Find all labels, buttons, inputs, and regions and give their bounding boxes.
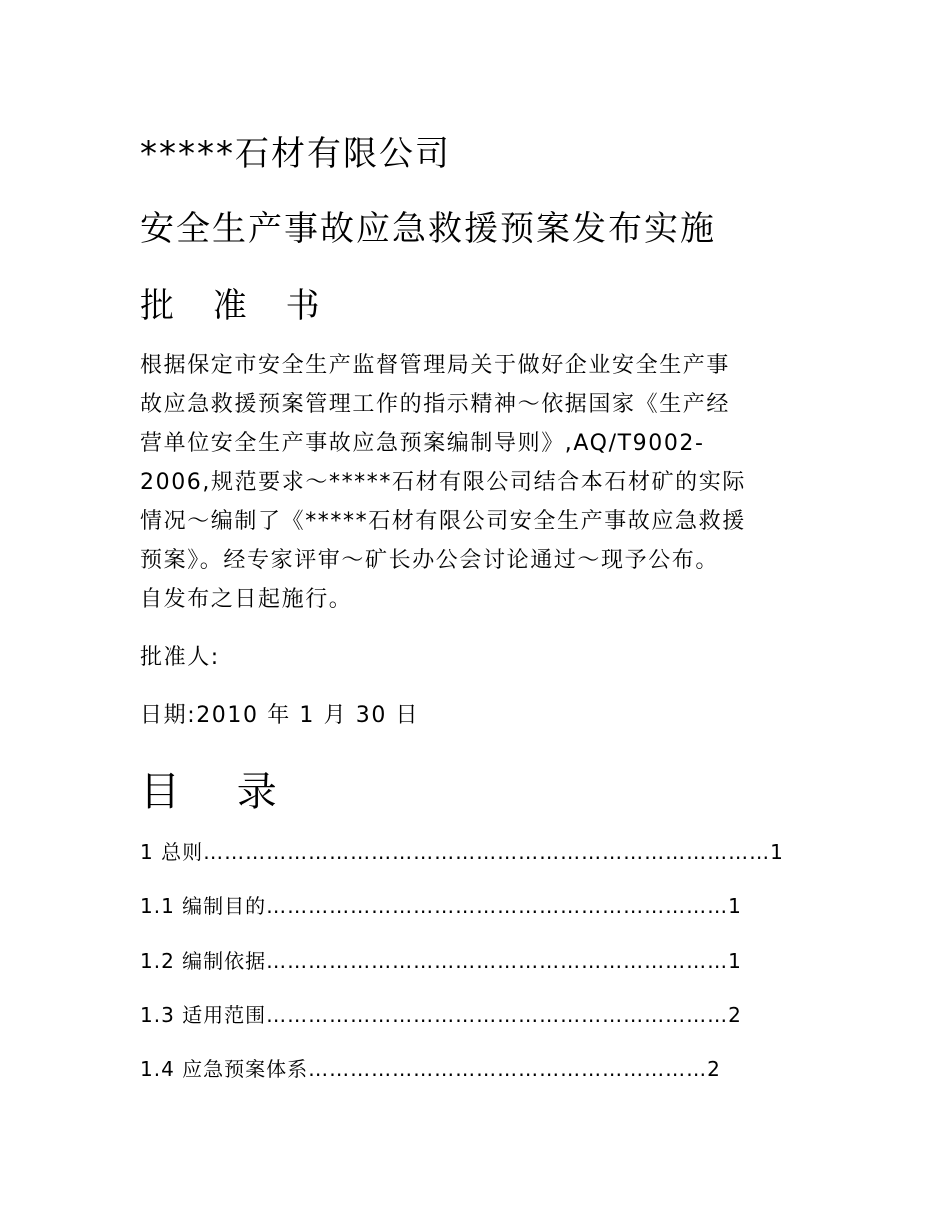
body-line: 根据保定市安全生产监督管理局关于做好企业安全生产事	[140, 353, 731, 378]
toc-item[interactable]: 1.1 编制目的…………………………………………………………1	[140, 894, 742, 918]
approver-label: 批准人:	[140, 645, 220, 670]
body-line: 情况～编制了《*****石材有限公司安全生产事故应急救援	[140, 509, 746, 534]
body-line: 2006,规范要求～*****石材有限公司结合本石材矿的实际	[140, 470, 746, 495]
document-title: 安全生产事故应急救援预案发布实施	[140, 209, 716, 249]
approval-heading: 批 准 书	[140, 286, 334, 326]
body-line: 故应急救援预案管理工作的指示精神～依据国家《生产经	[140, 392, 731, 417]
body-line: 营单位安全生产事故应急预案编制导则》,AQ/T9002-	[140, 431, 705, 456]
toc-title: 目 录	[140, 769, 299, 815]
body-line: 预案》。经专家评审～矿长办公会讨论通过～现予公布。	[140, 548, 720, 573]
toc-item[interactable]: 1.2 编制依据…………………………………………………………1	[140, 949, 742, 973]
toc-item[interactable]: 1.4 应急预案体系…………………………………………………2	[140, 1057, 721, 1081]
company-title: *****石材有限公司	[140, 134, 451, 174]
body-line: 自发布之日起施行。	[140, 587, 353, 612]
toc-item[interactable]: 1 总则………………………………………………………………………1	[140, 840, 784, 864]
toc-item[interactable]: 1.3 适用范围…………………………………………………………2	[140, 1003, 742, 1027]
date-line: 日期:2010 年 1 月 30 日	[140, 703, 420, 728]
